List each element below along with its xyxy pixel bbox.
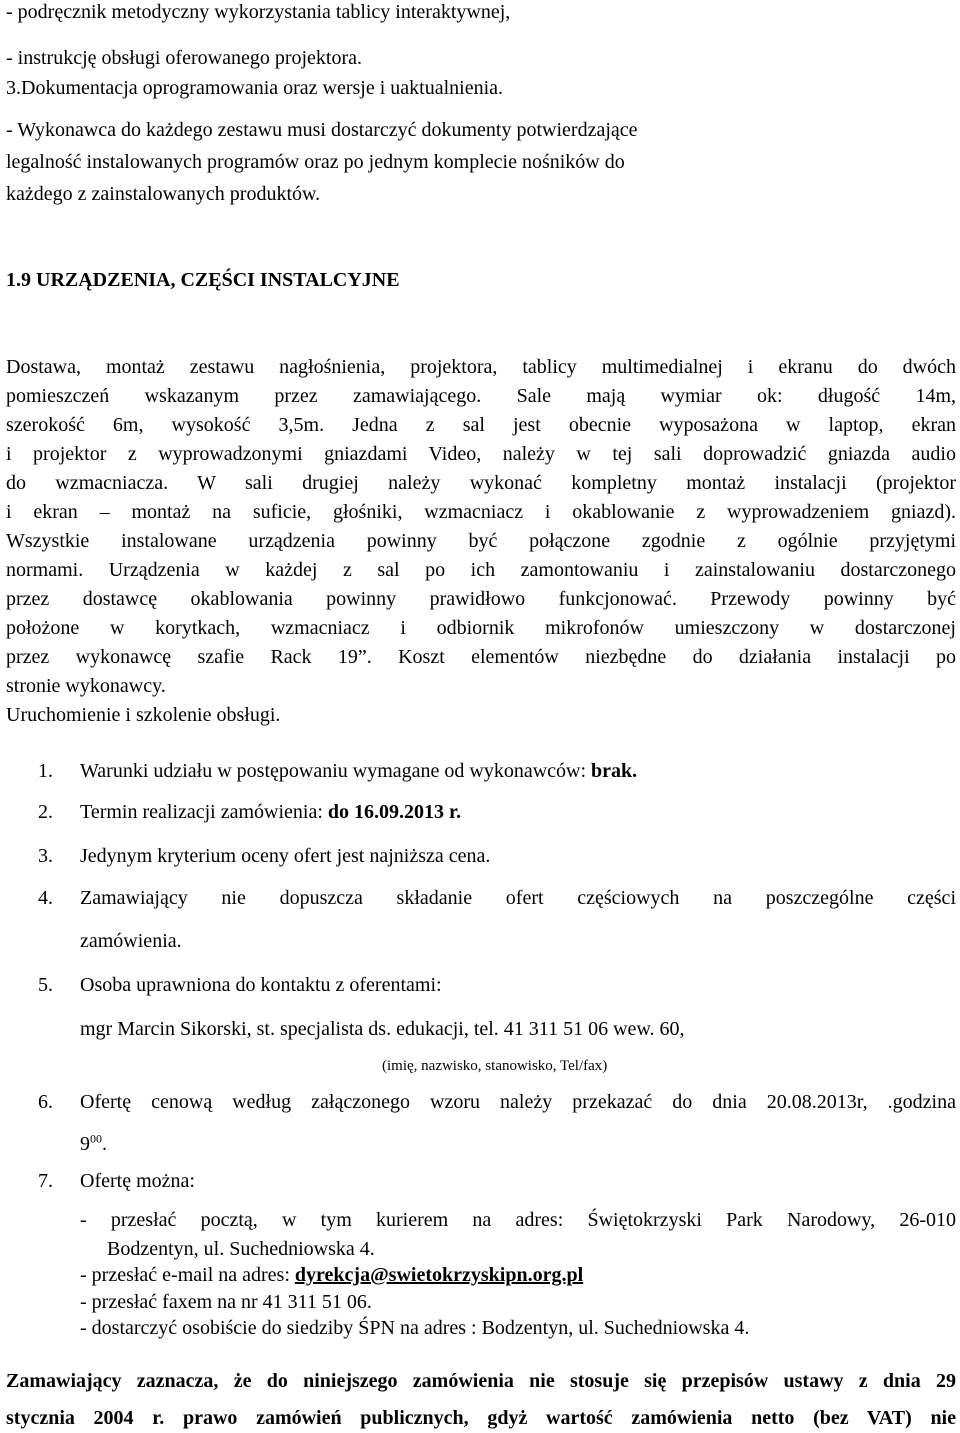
text-line: i ekran – montaż na suficie, głośniki, wzmacniacz i okablowanie z wyprowadzeniem gniazd). <box>6 501 956 523</box>
list-item-text: Ofertę można: <box>80 1170 195 1192</box>
list-item-text: Warunki udziału w postępowaniu wymagane od wykonawców: brak. <box>80 760 638 782</box>
footer-line: stycznia 2004 r. prawo zamówień publicznych, gdyż wartość zamówienia netto (bez VAT) nie <box>6 1407 956 1429</box>
text-line: legalność instalowanych programów oraz po jednym komplecie nośników do <box>6 151 625 173</box>
list-item-text: Jedynym kryterium oceny ofert jest najniższa cena. <box>80 845 491 867</box>
submission-post: - przesłać pocztą, w tym kurierem na adres: Świętokrzyski Park Narodowy, 26-010 <box>80 1209 956 1231</box>
list-number: 2. <box>38 801 53 823</box>
text-line: do wzmacniacza. W sali drugiej należy wykonać kompletny montaż instalacji (projektor <box>6 472 956 494</box>
text-line: każdego z zainstalowanych produktów. <box>6 183 321 205</box>
list-item-continuation: zamówienia. <box>80 930 182 952</box>
contact-person: mgr Marcin Sikorski, st. specjalista ds. edukacji, tel. 41 311 51 06 wew. 60, <box>80 1018 685 1040</box>
submission-post-address: Bodzentyn, ul. Suchedniowska 4. <box>107 1238 375 1260</box>
submission-personal: - dostarczyć osobiście do siedziby ŚPN na adres : Bodzentyn, ul. Suchedniowska 4. <box>80 1317 750 1339</box>
text-line: przez wykonawcę szafie Rack 19”. Koszt elementów niezbędne do działania instalacji po <box>6 646 956 668</box>
text-line: - instrukcję obsługi oferowanego projektora. <box>6 47 363 69</box>
list-number: 4. <box>38 887 53 909</box>
deadline-hour: $9^{00}$. <box>80 1131 107 1155</box>
text-line: przez dostawcę okablowania powinny prawidłowo funkcjonować. Przewody powinny być <box>6 588 956 610</box>
text-line: szerokość 6m, wysokość 3,5m. Jedna z sal jest obecnie wyposażona w laptop, ekran <box>6 414 956 436</box>
text-line: normami. Urządzenia w każdej z sal po ich zamontowaniu i zainstalowaniu dostarczonego <box>6 559 956 581</box>
list-number: 1. <box>38 760 53 782</box>
submission-fax: - przesłać faxem na nr 41 311 51 06. <box>80 1291 372 1313</box>
list-number: 7. <box>38 1170 53 1192</box>
bold-value: brak. <box>591 760 638 782</box>
text-line: stronie wykonawcy. <box>6 675 166 697</box>
text-line: Wszystkie instalowane urządzenia powinny być połączone zgodnie z ogólnie przyjętymi <box>6 530 956 552</box>
submission-email: - przesłać e-mail na adres: dyrekcja@swietokrzyskipn.org.pl <box>80 1264 584 1286</box>
text-line: i projektor z wyprowadzonymi gniazdami Video, należy w tej sali doprowadzić gniazda audio <box>6 443 956 465</box>
text-line: Uruchomienie i szkolenie obsługi. <box>6 704 281 726</box>
text-line: 3.Dokumentacja oprogramowania oraz wersje i uaktualnienia. <box>6 77 504 99</box>
list-item-text: Zamawiający nie dopuszcza składanie ofert częściowych na poszczególne części <box>80 887 956 909</box>
email-link[interactable]: dyrekcja@swietokrzyskipn.org.pl <box>294 1264 584 1286</box>
text-line: położone w korytkach, wzmacniacz i odbiornik mikrofonów umieszczony w dostarczonej <box>6 617 956 639</box>
text-line: Dostawa, montaż zestawu nagłośnienia, projektora, tablicy multimedialnej i ekranu do dwóch <box>6 356 956 378</box>
text-line: - podręcznik metodyczny wykorzystania tablicy interaktywnej, <box>6 1 511 23</box>
list-item-text: Termin realizacji zamówienia: do 16.09.2013 r. <box>80 801 462 823</box>
list-number: 5. <box>38 974 53 996</box>
contact-caption: (imię, nazwisko, stanowisko, Tel/fax) <box>382 1058 608 1074</box>
list-item-text: Osoba uprawniona do kontaktu z oferentami: <box>80 974 442 996</box>
list-item-text: Ofertę cenową według załączonego wzoru należy przekazać do dnia 20.08.2013r, .godzina <box>80 1091 956 1113</box>
text-line: pomieszczeń wskazanym przez zamawiającego. Sale mają wymiar ok: długość 14m, <box>6 385 956 407</box>
bold-value: do 16.09.2013 r. <box>327 801 462 823</box>
list-number: 6. <box>38 1091 53 1113</box>
section-heading: 1.9 URZĄDZENIA, CZĘŚCI INSTALCYJNE <box>6 269 400 291</box>
list-number: 3. <box>38 845 53 867</box>
footer-line: Zamawiający zaznacza, że do niniejszego zamówienia nie stosuje się przepisów ustawy z dnia 29 <box>6 1370 956 1392</box>
text-line: - Wykonawca do każdego zestawu musi dostarczyć dokumenty potwierdzające <box>6 119 638 141</box>
